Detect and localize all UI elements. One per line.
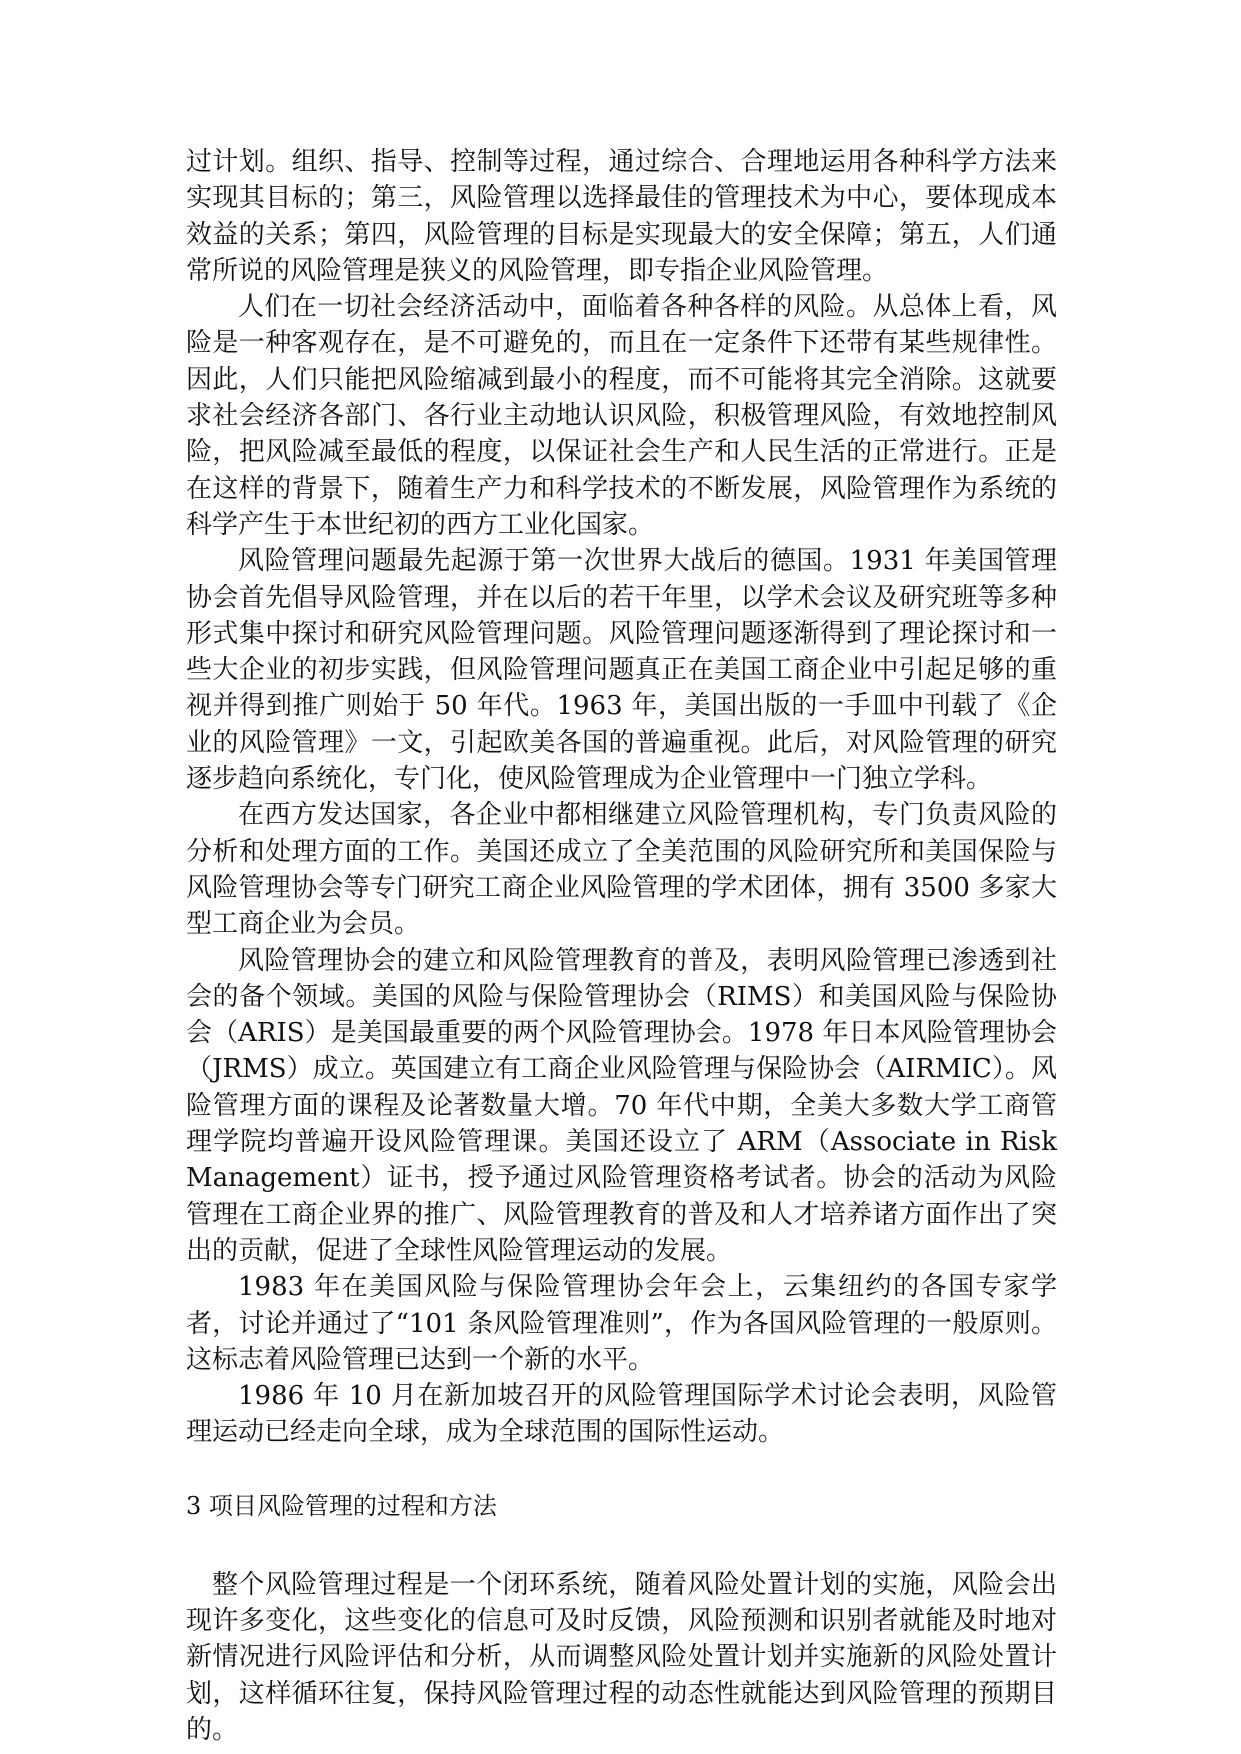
body-paragraph-risk-context: 人们在一切社会经济活动中，面临着各种各样的风险。从总体上看，风险是一种客观存在，是不可避免的，而且在一定条件下还带有某些规律性。因此，人们只能把风险缩减到最小的程度，而不可能将其完全消除。这就要求社会经济各部门、各行业主动地认识风险，积极管理风险，有效地控制风险，把风险减至最低的程度，以保证社会生产和人民生活的正常进行。正是在这样的背景下，随着生产力和科学技术的不断发展，风险管理作为系统的科学产生于本世纪初的西方工业化国家。 xyxy=(186,292,1057,540)
body-paragraph-1983: 1983 年在美国风险与保险管理协会年会上，云集纽约的各国专家学者，讨论并通过了“101 条风险管理准则”，作为各国风险管理的一般原则。这标志着风险管理已达到一个新的水平。 xyxy=(186,1272,1057,1375)
body-paragraph-associations: 风险管理协会的建立和风险管理教育的普及，表明风险管理已渗透到社会的备个领域。美国的风险与保险管理协会（RIMS）和美国风险与保险协会（ARIS）是美国最重要的两个风险管理协会。1978 年日本风险管理协会（JRMS）成立。英国建立有工商企业风险管理与保险协会（AIRMIC）。风险管理方面的课程及论著数量大增。70 年代中期，全美大多数大学工商管理学院均普遍开设风险管理课。美国还设立了 ARM（Associate in Risk Management）证书，授予通过风险管理资格考试者。协会的活动为风险管理在工商企业界的推广、风险管理教育的普及和人才培养诸方面作出了突出的贡献，促进了全球性风险管理运动的发展。 xyxy=(186,945,1057,1266)
section-heading: 3 项目风险管理的过程和方法 xyxy=(186,1491,497,1520)
body-paragraph-origin: 风险管理问题最先起源于第一次世界大战后的德国。1931 年美国管理协会首先倡导风险管理，并在以后的若干年里，以学术会议及研究班等多种形式集中探讨和研究风险管理问题。风险管理问题逐渐得到了理论探讨和一些大企业的初步实践，但风险管理问题真正在美国工商企业中引起足够的重视并得到推广则始于 50 年代。1963 年，美国出版的一手皿中刊载了《企业的风险管理》一文，引起欧美各国的普遍重视。此后，对风险管理的研究逐步趋向系统化，专门化，使风险管理成为企业管理中一门独立学科。 xyxy=(186,546,1057,795)
body-paragraph-process: 整个风险管理过程是一个闭环系统，随着风险处置计划的实施，风险会出现许多变化，这些变化的信息可及时反馈，风险预测和识别者就能及时地对新情况进行风险评估和分析，从而调整风险处置计划并实施新的风险处置计划，这样循环往复，保持风险管理过程的动态性就能达到风险管理的预期目的。 xyxy=(186,1569,1057,1745)
body-paragraph-continuation: 过计划。组织、指导、控制等过程，通过综合、合理地运用各种科学方法来实现其目标的；第三，风险管理以选择最佳的管理技术为中心，要体现成本效益的关系；第四，风险管理的目标是实现最大的安全保障；第五，人们通常所说的风险管理是狭义的风险管理，即专指企业风险管理。 xyxy=(186,147,1057,286)
document-page xyxy=(186,144,1057,1748)
body-paragraph-1986: 1986 年 10 月在新加坡召开的风险管理国际学术讨论会表明，风险管理运动已经走向全球，成为全球范围的国际性运动。 xyxy=(186,1381,1057,1448)
body-paragraph-western-countries: 在西方发达国家，各企业中都相继建立风险管理机构，专门负责风险的分析和处理方面的工作。美国还成立了全美范围的风险研究所和美国保险与风险管理协会等专门研究工商企业风险管理的学术团体，拥有 3500 多家大型工商企业为会员。 xyxy=(186,800,1057,940)
